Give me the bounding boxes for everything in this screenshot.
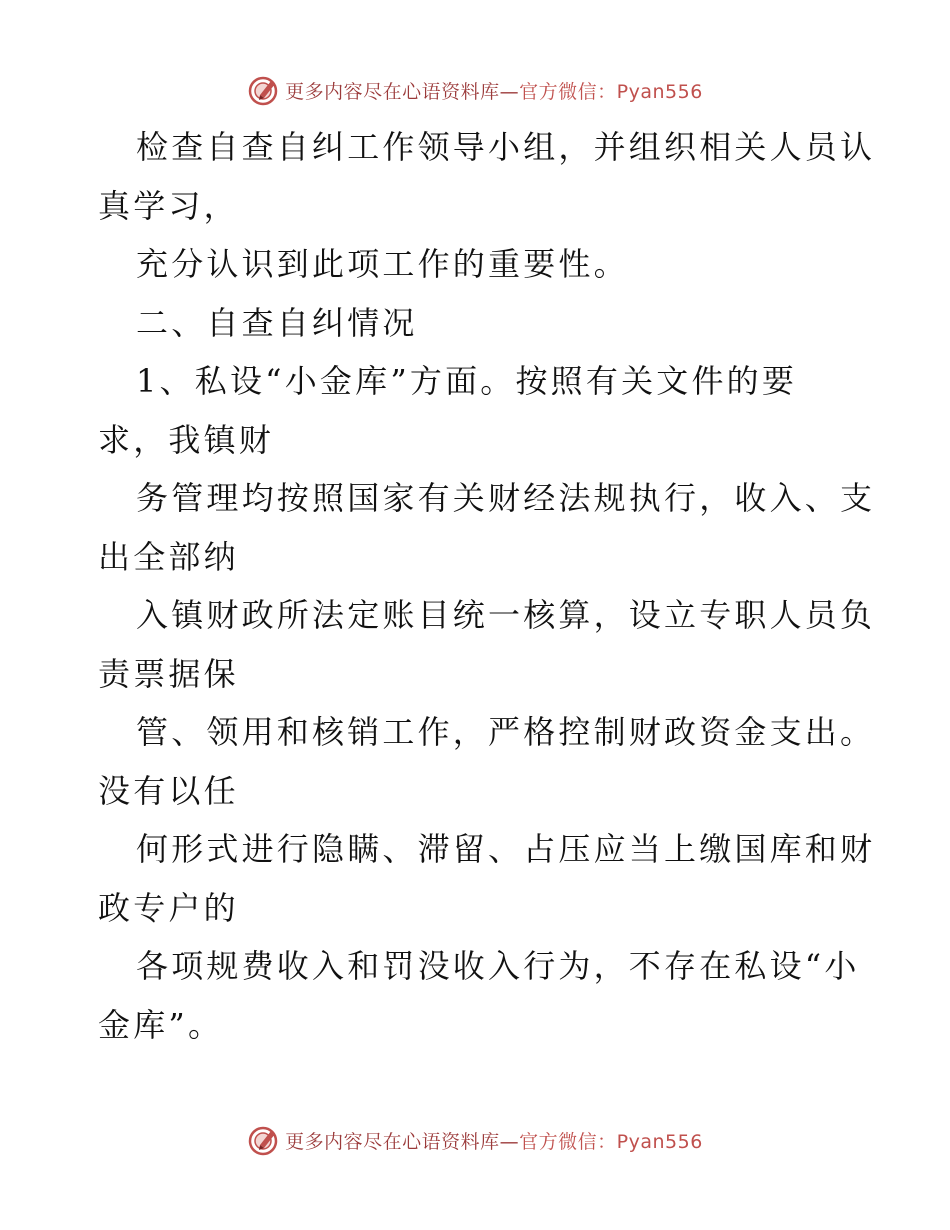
banner-text: 更多内容尽在心语资料库—官方微信：Pyan556 [285, 1130, 703, 1153]
text-line: 充分认识到此项工作的重要性。 [136, 245, 629, 283]
section-heading: 二、自查自纠情况 [136, 303, 418, 342]
text-line: 各项规费收入和罚没收入行为，不存在私设“小 [136, 947, 860, 985]
text-line: 真学习， [98, 186, 239, 225]
text-line: 出全部纳 [98, 537, 239, 576]
text-line: 检查自查自纠工作领导小组，并组织相关人员认 [136, 128, 876, 166]
text-line: 1、私设“小金库”方面。按照有关文件的要 [136, 362, 798, 400]
header-watermark-banner [0, 70, 950, 110]
pen-nib-circle-icon [247, 73, 281, 107]
text-line: 何形式进行隐瞒、滞留、占压应当上缴国库和财 [136, 830, 876, 868]
document-body [98, 118, 876, 1054]
text-line: 求，我镇财 [98, 420, 275, 459]
text-line: 务管理均按照国家有关财经法规执行，收入、支 [136, 479, 876, 517]
text-line: 责票据保 [98, 654, 239, 693]
footer-watermark-banner [0, 1120, 950, 1160]
banner-text: 更多内容尽在心语资料库—官方微信：Pyan556 [285, 80, 703, 103]
text-line: 入镇财政所法定账目统一核算，设立专职人员负 [136, 596, 876, 634]
text-line: 管、领用和核销工作，严格控制财政资金支出。 [136, 713, 876, 751]
text-line: 没有以任 [98, 771, 239, 810]
text-line: 政专户的 [98, 888, 239, 927]
text-line: 金库”。 [98, 1005, 224, 1044]
pen-nib-circle-icon [247, 1123, 281, 1157]
